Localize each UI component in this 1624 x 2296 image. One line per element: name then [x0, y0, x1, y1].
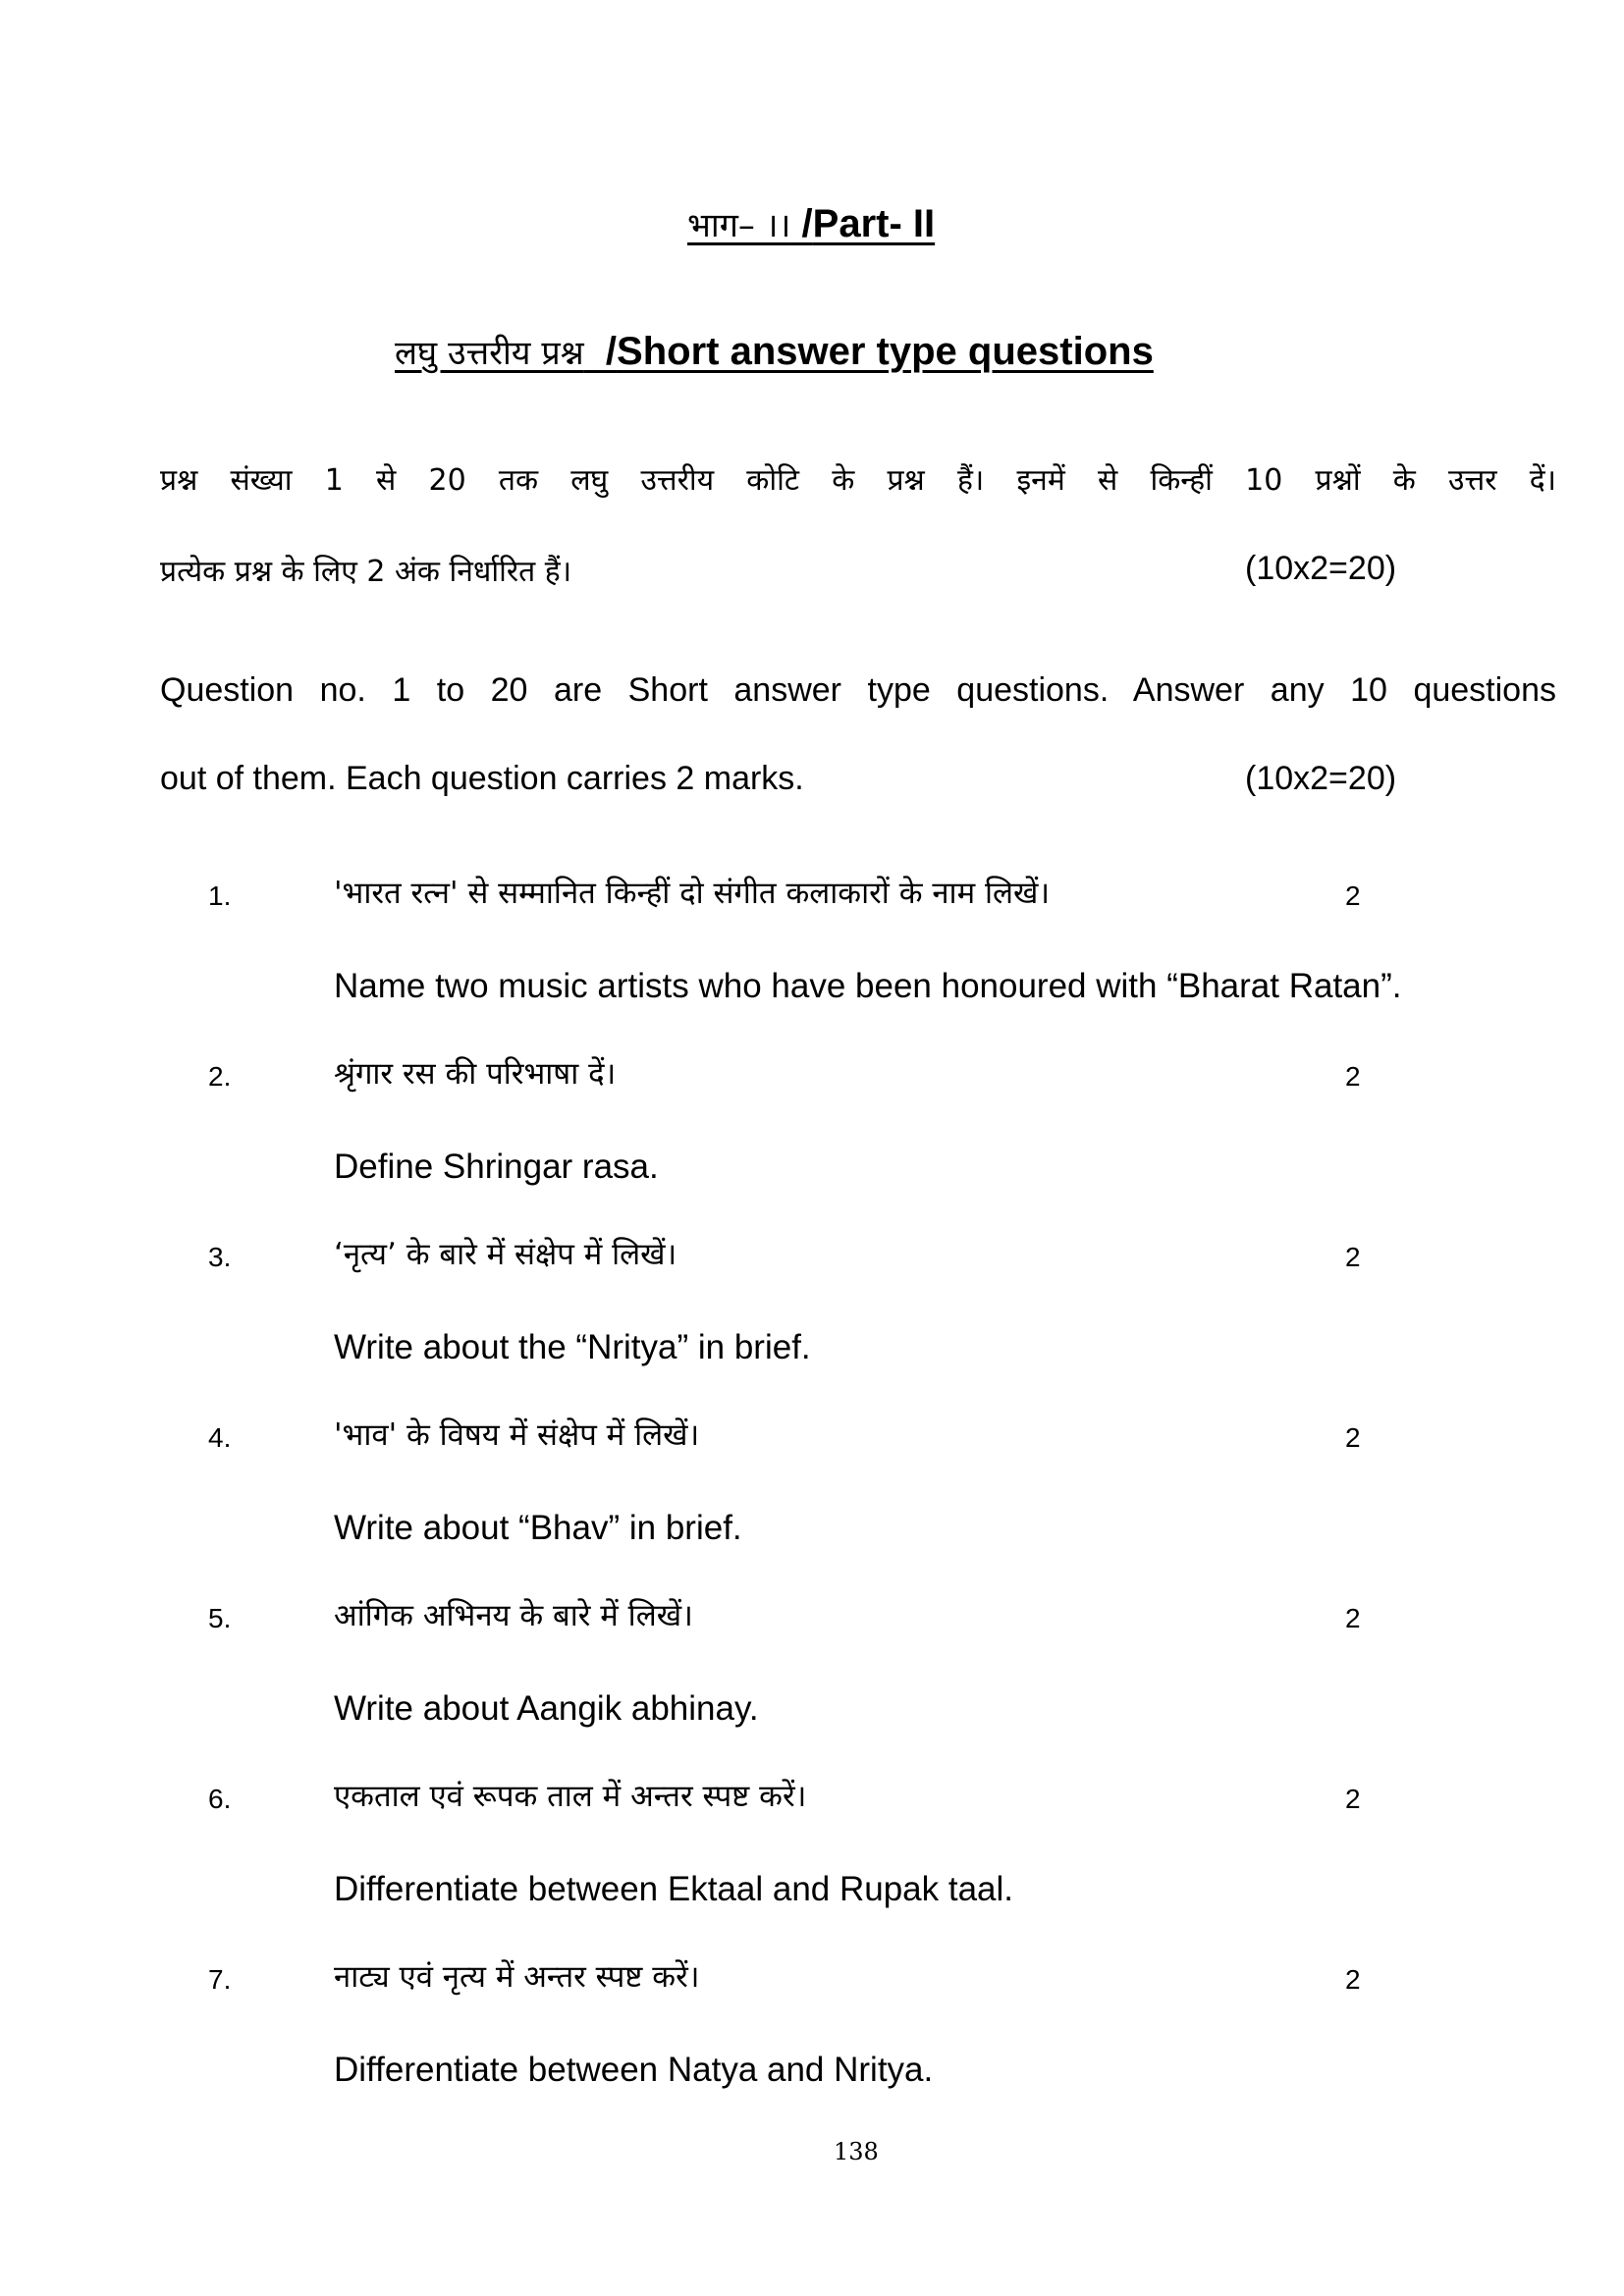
part-title [687, 201, 935, 246]
question-text-hindi: ‘नृत्य’ के बारे में संक्षेप में लिखें। [334, 1237, 677, 1272]
question-marks: 2 [1345, 1242, 1361, 1272]
question-marks: 2 [1345, 1061, 1361, 1092]
instructions-english-marks: (10x2=20) [1245, 760, 1397, 797]
question-text-english: Write about the “Nritya” in brief. [334, 1328, 811, 1366]
instructions-hindi-marks: (10x2=20) [1245, 550, 1397, 587]
question-number: 4. [208, 1422, 232, 1453]
instructions-english-line2: out of them. Each question carries 2 marks. [160, 760, 804, 797]
question-text-hindi: श्रृंगार रस की परिभाषा दें। [334, 1056, 617, 1092]
question-text-english: Differentiate between Natya and Nritya. [334, 2051, 934, 2089]
page-number: 138 [834, 2138, 879, 2165]
question-text-hindi: 'भाव' के विषय में संक्षेप में लिखें। [334, 1417, 700, 1453]
part-title-hindi: भाग– ।। [687, 206, 791, 245]
question-number: 7. [208, 1964, 232, 1995]
question-text-english: Define Shringar rasa. [334, 1148, 659, 1186]
section-title-separator: / [583, 330, 618, 373]
question-text-english: Name two music artists who have been honoured with “Bharat Ratan”. [334, 967, 1402, 1005]
instructions-hindi-line2: प्रत्येक प्रश्न के लिए 2 अंक निर्धारित हैं। [160, 555, 572, 589]
question-text-hindi: 'भारत रत्न' से सम्मानित किन्हीं दो संगीत कलाकारों के नाम लिखें। [334, 876, 1051, 911]
question-text-english: Differentiate between Ektaal and Rupak taal. [334, 1870, 1014, 1908]
section-title-english: Short answer type questions [617, 330, 1154, 373]
part-title-english: Part- II [812, 202, 936, 245]
question-marks: 2 [1345, 1422, 1361, 1453]
question-text-hindi: आंगिक अभिनय के बारे में लिखें। [334, 1598, 693, 1633]
question-text-english: Write about “Bhav” in brief. [334, 1509, 742, 1547]
question-marks: 2 [1345, 1603, 1361, 1633]
question-number: 6. [208, 1784, 232, 1814]
question-text-hindi: एकताल एवं रूपक ताल में अन्तर स्पष्ट करें। [334, 1779, 807, 1814]
question-marks: 2 [1345, 1784, 1361, 1814]
question-number: 1. [208, 881, 232, 911]
instructions-english-line1: Question no. 1 to 20 are Short answer type questions. Answer any 10 questions [160, 671, 1556, 709]
question-marks: 2 [1345, 1964, 1361, 1995]
part-title-separator: / [790, 202, 813, 245]
section-title [395, 329, 1154, 374]
question-number: 5. [208, 1603, 232, 1633]
question-text-english: Write about Aangik abhinay. [334, 1689, 759, 1728]
section-title-hindi: लघु उत्तरीय प्रश्न [395, 334, 584, 373]
question-marks: 2 [1345, 881, 1361, 911]
instructions-hindi-line1: प्रश्न संख्या 1 से 20 तक लघु उत्तरीय कोटि के प्रश्न हैं। इनमें से किन्हीं 10 प्रश्नों के उत्तर दें। [160, 463, 1556, 498]
question-number: 2. [208, 1061, 232, 1092]
question-text-hindi: नाट्य एवं नृत्य में अन्तर स्पष्ट करें। [334, 1959, 700, 1995]
question-number: 3. [208, 1242, 232, 1272]
